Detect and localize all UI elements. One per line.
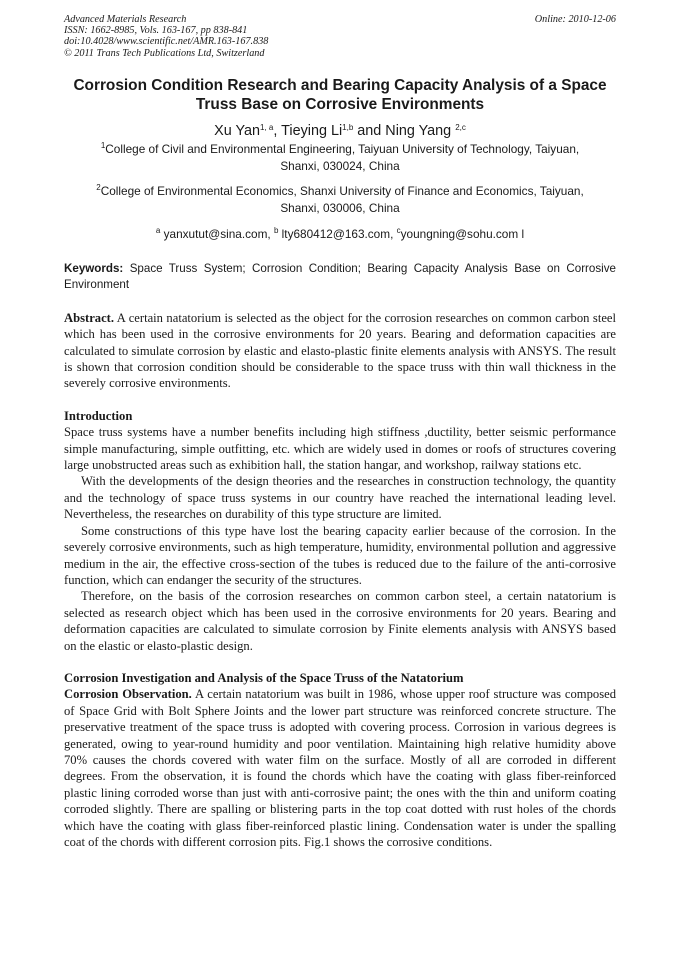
introduction-paragraph-1: Space truss systems have a number benefits including high stiffness ,ductility, better seismic performance simple manufacturing, simple outfitting, etc. which are widely used in domes or roofs of structures covering large unobstructed areas such as exhibition hall, the station hangar, and workshop, railway stations etc. [64, 425, 616, 473]
introduction-paragraph-4: Therefore, on the basis of the corrosion researches on common carbon steel, a certain natatorium is selected as research object which has been used in the corrosive environments for 20 years. Bearing and deformation capacities are calculated to simulate corrosion by Finite elements analysis with ANSYS based on the elastic or elasto-plastic design. [64, 589, 616, 653]
keywords-text: Space Truss System; Corrosion Condition; Bearing Capacity Analysis Base on Corrosive Environment [64, 261, 616, 291]
affiliation-1 [64, 141, 616, 176]
title-line-2: Truss Base on Corrosive Environments [195, 95, 485, 113]
email-list [64, 226, 616, 242]
issn-line: ISSN: 1662-8985, Vols. 163-167, pp 838-841 [64, 25, 248, 37]
title-line-1: Corrosion Condition Research and Bearing Capacity Analysis of a Space [73, 76, 607, 94]
author-3-superscript: 2,c [455, 122, 466, 132]
corrosion-observation-label: Corrosion Observation. [64, 687, 192, 702]
introduction-heading: Introduction [64, 408, 133, 423]
abstract-label: Abstract. [64, 310, 115, 325]
author-1-name: Xu Yan [214, 122, 261, 139]
email-a: yanxutut@sina.com, [160, 226, 274, 241]
journal-name: Advanced Materials Research [64, 14, 187, 25]
affiliation-1-line-1: College of Civil and Environmental Engineering, Taiyuan University of Technology, Taiyuan, [105, 141, 580, 156]
email-b-superscript: b [273, 225, 279, 235]
copyright-line: © 2011 Trans Tech Publications Ltd, Switzerland [64, 47, 265, 59]
keywords-label: Keywords: [64, 261, 124, 275]
investigation-heading: Corrosion Investigation and Analysis of the Space Truss of the Natatorium [64, 670, 464, 685]
doi-line: doi:10.4028/www.scientific.net/AMR.163-167.838 [64, 36, 269, 48]
keywords [64, 261, 616, 293]
email-a-superscript: a [155, 225, 161, 235]
email-c: youngning@sohu.com l [400, 226, 525, 241]
paper-page [64, 14, 616, 850]
author-1-superscript: 1, a [260, 122, 274, 132]
email-c-superscript: c [396, 225, 401, 235]
introduction-paragraph-3: Some constructions of this type have lost the bearing capacity earlier because of the corrosion. In the severely corrosive environments, such as high temperature, humidity, environmental pollution and aggressive medium in the air, the effective cross-section of the tubes is reduced due to the failure of the anti-corrosive function, which can endanger the security of the structures. [64, 523, 616, 587]
email-b: lty680412@163.com, [278, 226, 397, 241]
author-2-superscript: 1,b [342, 122, 354, 132]
introduction-paragraph-2: With the developments of the design theories and the researches in construction technology, the quantity and the technology of space truss systems in our country have reached the international leading level. Nevertheless, the researches on durability of this type structure are limited. [64, 474, 616, 522]
abstract [64, 310, 616, 392]
affiliation-1-line-2: Shanxi, 030024, China [280, 159, 400, 174]
corrosion-observation-text: A certain natatorium was built in 1986, whose upper roof structure was composed of Space Grid with Bolt Sphere Joints and the lower part structure was reinforced concrete structure. The preservative treatment of the space truss is adopted with covering process. Corrosion in various degrees is generated, owing to year-round humidity and poor ventilation. Maintaining high relative humidity above 70% causes the chords covered with water film on the surface. Mostly of all are corroded in different degrees. From the observation, it is found the chords which have the coating with glass fiber-reinforced plastic lining corroded worse than just with anti-corrosive paint; the ones with the thin and uniform coating corroded slightly. There are spalling or blistering parts in the top coat dotted with rust holes of the chords which have the coating with glass fiber-reinforced plastic lining. Condensation water is under the spalling coat of the chords with different corrosion pits. Fig.1 shows the corrosive conditions. [64, 687, 616, 849]
author-list [64, 122, 616, 140]
affiliation-2-line-1: College of Environmental Economics, Shanxi University of Finance and Economics, Taiyuan, [100, 183, 584, 198]
affiliation-2 [64, 183, 616, 218]
paper-title [64, 76, 616, 114]
affiliation-2-superscript: 2 [96, 182, 101, 192]
investigation-paragraph-1 [64, 686, 616, 850]
affiliation-2-line-2: Shanxi, 030006, China [280, 201, 400, 216]
header-row [64, 14, 616, 25]
affiliation-1-superscript: 1 [100, 140, 106, 150]
author-3-name: and Ning Yang [353, 122, 456, 139]
online-date: Online: 2010-12-06 [534, 14, 616, 25]
author-2-name: , Tieying Li [273, 122, 343, 139]
abstract-text: A certain natatorium is selected as the object for the corrosion researches on common carbon steel which has been used in the corrosive environments for 20 years. Bearing and deformation capacities are calculated to simulate corrosion by elastic and elasto-plastic finite elements analysis with ANSYS. The result is shown that corrosion condition should be considerable to the space truss with thin wall thickness in the severely corrosive environments. [64, 310, 616, 391]
